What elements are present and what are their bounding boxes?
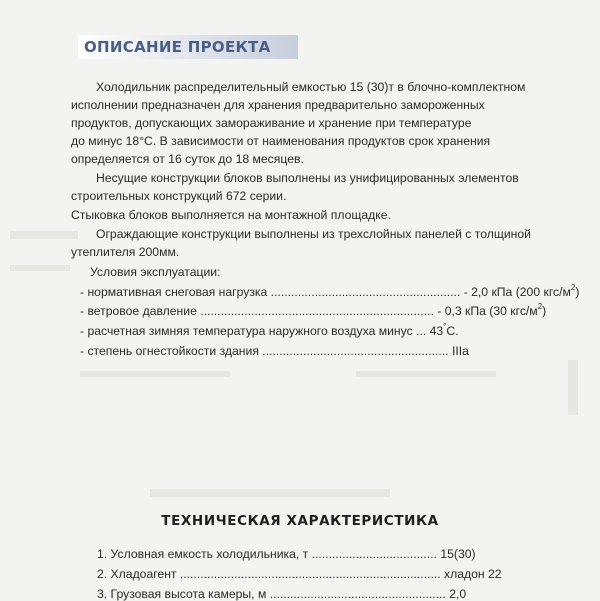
tech-item-value: 2,0 [449,587,467,601]
condition-superscript: 2 [537,301,543,311]
tech-item-value: 15(30) [440,547,476,561]
bleed-through-bar [150,489,390,497]
paragraph-line: Стыковка блоков выполняется на монтажной площадке. [71,208,391,222]
paragraph-text: °С. В зависимости от наименования продуктов срок хранения [139,134,491,148]
condition-item [80,344,469,358]
condition-item [80,321,459,338]
paragraph-line [71,134,490,148]
bleed-through-bar [10,265,70,271]
paragraph-line: определяется от 16 суток до 18 месяцев. [71,152,304,166]
condition-tail: ) [575,285,580,299]
tech-item-value: хладон 22 [444,567,502,581]
paragraph-line: утеплителя 200мм. [71,245,180,259]
condition-value: IIIa [451,344,469,358]
condition-tail: ) [542,304,547,318]
tech-item-label: 3. Грузовая высота камеры, м .................................................... [97,587,450,601]
tech-item [97,547,476,561]
section-title: ОПИСАНИЕ ПРОЕКТА [84,38,271,56]
condition-value: - 0,3 кПа (30 кгс/м [437,304,538,318]
tech-item [97,567,502,581]
paragraph-line: исполнении предназначен для хранения предварительно замороженных [71,98,485,112]
bleed-through-bar [356,371,496,377]
condition-item [80,282,580,299]
paragraph-line: Несущие конструкции блоков выполнены из унифицированных элементов [96,171,519,185]
paragraph-line: продуктов, допускающих замораживание и хранение при температуре [71,116,472,130]
paragraph-line: Холодильник распределительный емкостью 15 (30)т в блочно-комплектном [96,80,526,94]
condition-label: - ветровое давление ..................................................................... [80,304,438,318]
bleed-through-bar [10,231,78,239]
bleed-through-bar [80,371,230,377]
tech-title: ТЕХНИЧЕСКАЯ ХАРАКТЕРИСТИКА [161,513,439,529]
condition-label: - степень огнестойкости здания ....................................................... [80,344,452,358]
tech-item [97,587,466,601]
conditions-heading: Условия эксплуатации: [90,265,221,279]
bleed-through-bar [568,360,578,415]
condition-item [80,301,547,318]
paragraph-line: Ограждающие конструкции выполнены из трехслойных панелей с толщиной [96,227,531,241]
condition-value: - 2,0 кПа (200 кгс/м [463,285,571,299]
condition-superscript: ° [443,321,447,331]
condition-tail: С. [446,324,459,338]
condition-label: - расчетная зимняя температура наружного воздуха минус ... 43 [80,324,444,338]
tech-item-label: 1. Условная емкость холодильника, т ..................................... [97,547,441,561]
paragraph-line: строительных конструкций 672 серии. [71,189,287,203]
tech-item-label: 2. Хладоагент ............................................................................. [97,567,445,581]
condition-label: - нормативная снеговая нагрузка ........................................................ [80,285,464,299]
paragraph-text: до минус 18 [71,134,140,148]
condition-superscript: 2 [570,282,576,292]
